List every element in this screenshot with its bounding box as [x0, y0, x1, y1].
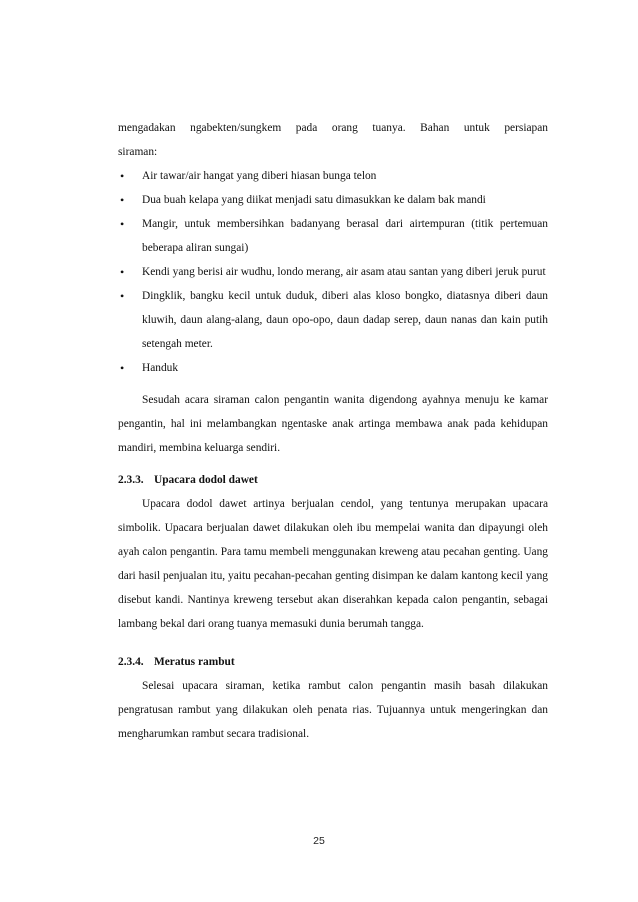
intro-line-1: mengadakan ngabekten/sungkem pada orang tuanya. Bahan untuk persiapan: [118, 122, 548, 134]
bullet-icon: •: [120, 265, 125, 279]
bullet-icon: •: [120, 361, 125, 375]
bullet-icon: •: [120, 217, 125, 231]
materials-list: [118, 164, 548, 380]
list-item: • Handuk: [118, 356, 548, 380]
intro-line-2: siraman:: [118, 146, 158, 158]
section-title: Upacara dodol dawet: [154, 474, 258, 486]
list-item: • Dua buah kelapa yang diikat menjadi satu dimasukkan ke dalam bak mandi: [118, 188, 548, 212]
paragraph-after-list: Sesudah acara siraman calon pengantin wanita digendong ayahnya menuju ke kamar pengantin, hal ini melambangkan ngentaske anak artinga membawa anak pada kehidupan mandiri, membina keluarga sendiri.: [118, 394, 548, 454]
section-body-dodol-dawet: Upacara dodol dawet artinya berjualan cendol, yang tentunya merupakan upacara simbolik. Upacara berjualan dawet dilakukan oleh ibu mempelai wanita dan dipayungi oleh ayah calon pengantin. Para tamu membeli menggunakan kreweng atau pecahan genting. Uang dari hasil penjualan itu, yaitu pecahan-pecahan genting disimpan ke dalam kantong kecil yang disebut kandi. Nantinya kreweng tersebut akan diserahkan kepada calon pengantin, sebagai lambang bekal dari orang tuanya memasuki dunia berumah tangga.: [118, 498, 548, 630]
list-item: • Mangir, untuk membersihkan badanyang berasal dari airtempuran (titik pertemuan beberapa aliran sungai): [118, 212, 548, 260]
section-heading-dodol-dawet: [118, 468, 548, 492]
list-item: • Kendi yang berisi air wudhu, londo merang, air asam atau santan yang diberi jeruk purut: [118, 260, 548, 284]
section-number: 2.3.3.: [118, 474, 144, 486]
section-body-meratus-rambut: Selesai upacara siraman, ketika rambut calon pengantin masih basah dilakukan pengratusan rambut yang dilakukan oleh penata rias. Tujuannya untuk mengeringkan dan mengharumkan rambut secara tradisional.: [118, 680, 548, 740]
section-title: Meratus rambut: [154, 656, 235, 668]
list-item: • Air tawar/air hangat yang diberi hiasan bunga telon: [118, 164, 548, 188]
section-heading-meratus-rambut: [118, 650, 548, 674]
bullet-icon: •: [120, 289, 125, 303]
bullet-icon: •: [120, 193, 125, 207]
bullet-icon: •: [120, 169, 125, 183]
page-number: 25: [313, 835, 325, 847]
document-body: [118, 116, 548, 746]
list-item: • Dingklik, bangku kecil untuk duduk, diberi alas kloso bongko, diatasnya diberi daun kluwih, daun alang-alang, daun opo-opo, daun dadap serep, daun nanas dan kain putih setengah meter.: [118, 284, 548, 356]
section-number: 2.3.4.: [118, 656, 144, 668]
